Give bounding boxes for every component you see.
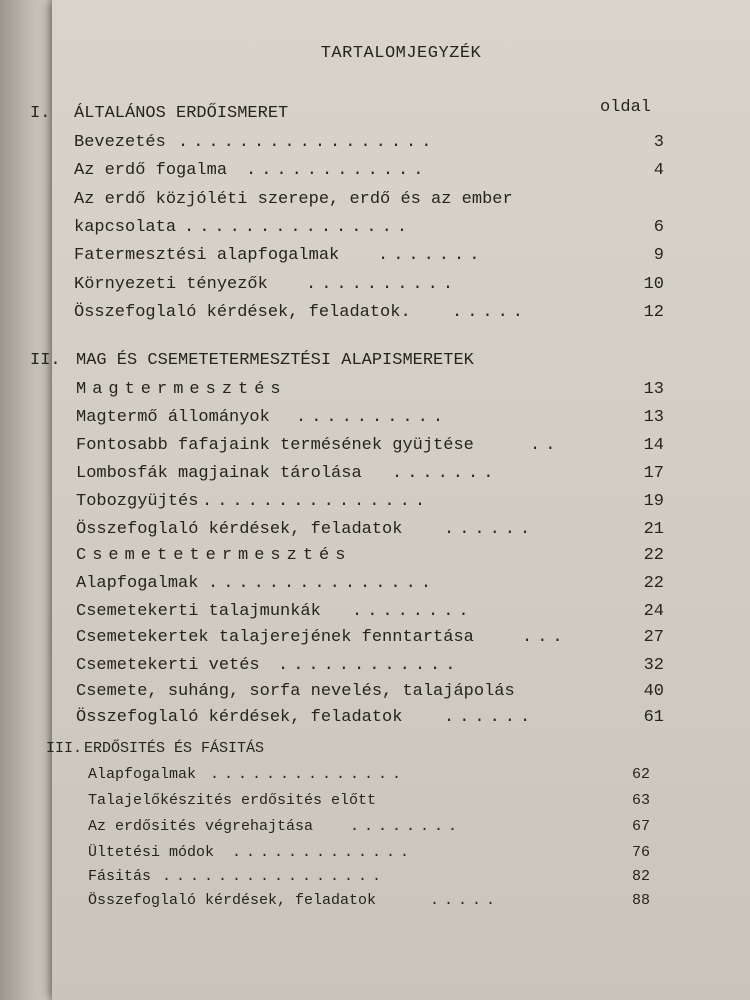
toc-entry-page: 14 bbox=[643, 436, 664, 455]
leader-dots: ............... bbox=[202, 492, 431, 511]
toc-entry-label: Az erdő fogalma bbox=[74, 161, 228, 180]
toc-entry-label: Fásitás bbox=[88, 868, 152, 885]
toc-entry-page: 22 bbox=[643, 574, 664, 593]
section-1-heading: ÁLTALÁNOS ERDŐISMERET bbox=[74, 104, 289, 123]
toc-entry-label: Csemetekerti talajmunkák bbox=[76, 602, 321, 621]
page-column-header: oldal bbox=[600, 98, 652, 117]
toc-entry-label: Környezeti tényezők bbox=[74, 275, 268, 294]
leader-dots: .. bbox=[530, 436, 561, 455]
toc-entry-page: 22 bbox=[643, 546, 664, 565]
toc-entry-page: 3 bbox=[653, 133, 664, 152]
toc-entry-page: 40 bbox=[643, 682, 664, 701]
toc-entry-page: 82 bbox=[631, 868, 650, 885]
leader-dots: ............... bbox=[208, 574, 437, 593]
leader-dots: ................ bbox=[162, 868, 387, 885]
toc-entry-page: 12 bbox=[643, 303, 664, 322]
toc-entry-page: 67 bbox=[631, 818, 650, 835]
leader-dots: .............. bbox=[210, 766, 407, 783]
toc-entry-page: 19 bbox=[643, 492, 664, 511]
leader-dots: ................. bbox=[178, 133, 437, 152]
toc-entry-page: 88 bbox=[631, 892, 650, 909]
toc-entry-page: 6 bbox=[653, 218, 664, 237]
leader-dots: ............ bbox=[278, 656, 461, 675]
toc-entry-label: Az erdő közjóléti szerepe, erdő és az ember bbox=[74, 190, 513, 209]
toc-entry-label-continued: kapcsolata bbox=[74, 218, 177, 237]
toc-entry-page: 21 bbox=[643, 520, 664, 539]
toc-entry-page: 63 bbox=[631, 792, 650, 809]
toc-entry-page: 13 bbox=[643, 408, 664, 427]
toc-entry-page: 24 bbox=[643, 602, 664, 621]
section-2-number: II. bbox=[30, 351, 61, 370]
section-1-number: I. bbox=[30, 104, 51, 123]
toc-entry-label: Összefoglaló kérdések, feladatok. bbox=[74, 303, 411, 322]
leader-dots: .......... bbox=[306, 275, 459, 294]
leader-dots: ....... bbox=[378, 246, 485, 265]
toc-entry-label: Lombosfák magjainak tárolása bbox=[76, 464, 362, 483]
leader-dots: ............ bbox=[246, 161, 429, 180]
leader-dots: ...... bbox=[444, 708, 536, 727]
leader-dots: ....... bbox=[392, 464, 499, 483]
toc-entry-label: Alapfogalmak bbox=[88, 766, 197, 783]
leader-dots: ............... bbox=[184, 218, 413, 237]
section-3-number: III. bbox=[46, 740, 83, 757]
toc-entry-page: 10 bbox=[643, 275, 664, 294]
toc-entry-label: Tobozgyüjtés bbox=[76, 492, 199, 511]
leader-dots: ..... bbox=[430, 892, 501, 909]
toc-entry-label: Ültetési módok bbox=[88, 844, 215, 861]
page-title: TARTALOMJEGYZÉK bbox=[320, 44, 482, 63]
leader-dots: ........ bbox=[352, 602, 474, 621]
toc-entry-page: 62 bbox=[631, 766, 650, 783]
toc-entry-label: Talajelőkészités erdősités előtt bbox=[88, 792, 377, 809]
toc-entry-page: 4 bbox=[653, 161, 664, 180]
toc-entry-label: Az erdősités végrehajtása bbox=[88, 818, 314, 835]
toc-entry-label: Összefoglaló kérdések, feladatok bbox=[76, 708, 403, 727]
toc-entry-page: 27 bbox=[643, 628, 664, 647]
toc-entry-label: Csemetekertek talajerejének fenntartása bbox=[76, 628, 474, 647]
toc-entry-label: Bevezetés bbox=[74, 133, 166, 152]
toc-entry-page: 61 bbox=[643, 708, 664, 727]
toc-entry-page: 17 bbox=[643, 464, 664, 483]
leader-dots: .......... bbox=[296, 408, 449, 427]
section-2-heading: MAG ÉS CSEMETETERMESZTÉSI ALAPISMERETEK bbox=[76, 351, 474, 370]
toc-entry-label: Csemetekerti vetés bbox=[76, 656, 260, 675]
toc-entry-label: Fontosabb fafajaink termésének gyüjtése bbox=[76, 436, 474, 455]
toc-entry-label: Magtermő állományok bbox=[76, 408, 270, 427]
toc-entry-label: Alapfogalmak bbox=[76, 574, 199, 593]
toc-subheading-label: Csemetetermesztés bbox=[76, 546, 352, 565]
toc-entry-label: Csemete, suháng, sorfa nevelés, talajápolás bbox=[76, 682, 515, 701]
toc-entry-page: 9 bbox=[653, 246, 664, 265]
toc-entry-label: Összefoglaló kérdések, feladatok bbox=[76, 520, 403, 539]
section-3-heading: ERDŐSITÉS ÉS FÁSITÁS bbox=[84, 740, 265, 757]
toc-subheading-label: Magtermesztés bbox=[76, 380, 287, 399]
toc-entry-page: 76 bbox=[631, 844, 650, 861]
toc-entry-page: 13 bbox=[643, 380, 664, 399]
book-page bbox=[30, 0, 750, 1000]
leader-dots: ........ bbox=[350, 818, 463, 835]
leader-dots: ...... bbox=[444, 520, 536, 539]
leader-dots: ..... bbox=[452, 303, 529, 322]
toc-entry-page: 32 bbox=[643, 656, 664, 675]
leader-dots: ... bbox=[522, 628, 568, 647]
leader-dots: ............. bbox=[232, 844, 415, 861]
toc-entry-label: Fatermesztési alapfogalmak bbox=[74, 246, 340, 265]
toc-entry-label: Összefoglaló kérdések, feladatok bbox=[88, 892, 377, 909]
